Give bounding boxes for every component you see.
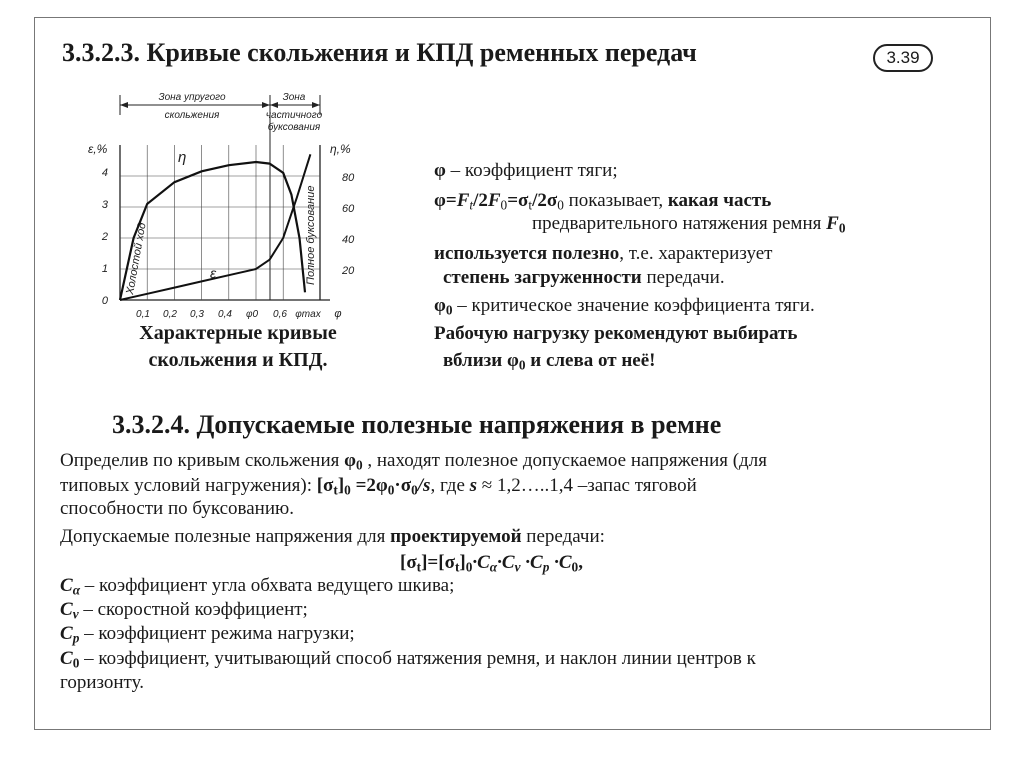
def-line-8: вблизи $\varphi_0$ и слева от неё!	[443, 350, 656, 373]
x-tick-phi0: φ0	[245, 309, 259, 320]
x-tick-phimax: φmax	[295, 309, 321, 320]
coef-c-v: $C_v$ – скоростной коэффициент;	[60, 599, 308, 622]
def-line-2: $\varphi=F_t/2F_0=\sigma_t/2\sigma_0$ показывает, какая часть	[434, 190, 772, 213]
zone-partial-label-3: буксования	[267, 122, 321, 133]
zone-partial-label-2: частичного	[265, 110, 323, 121]
zone-partial-label-1: Зона	[282, 92, 306, 103]
zone-elastic-label-2: скольжения	[164, 110, 220, 121]
def-line-3: предварительного натяжения ремня $F_0$	[532, 213, 846, 236]
x-tick-3: 0,3	[190, 309, 204, 320]
y-right-tick-60: 60	[342, 203, 355, 215]
y-left-tick-4: 4	[101, 167, 108, 179]
y-left-tick-2: 2	[101, 231, 108, 243]
y-right-tick-80: 80	[342, 172, 355, 184]
x-tick-6: 0,6	[273, 309, 287, 320]
figure-caption-1: Характерные кривые	[139, 322, 337, 344]
def-line-6: $\varphi_0$ – критическое значение коэффициента тяги.	[434, 295, 815, 318]
full-slip-label: Полное буксование	[305, 185, 317, 285]
section2-title: 3.3.2.4. Допускаемые полезные напряжения в ремне	[112, 410, 722, 439]
def-line-7: Рабочую нагрузку рекомендуют выбирать	[434, 323, 798, 344]
figure-caption-2: скольжения и КПД.	[148, 349, 328, 371]
eta-curve-label: η	[178, 149, 187, 166]
slide-number-badge: 3.39	[873, 44, 933, 72]
s2-line-4: Допускаемые полезные напряжения для проектируемой передачи:	[60, 526, 605, 547]
eps-curve-label: ε	[210, 265, 217, 281]
zone-elastic-label-1: Зона упругого	[158, 92, 226, 103]
x-axis-label: φ	[334, 308, 342, 320]
y-right-tick-20: 20	[342, 265, 355, 277]
def-line-4: используется полезно, т.е. характеризует	[434, 243, 773, 264]
y-right-tick-40: 40	[342, 234, 355, 246]
y-left-label: ε,%	[88, 142, 108, 156]
coef-c-alpha: $C_\alpha$ – коэффициент угла обхвата ведущего шкива;	[60, 575, 455, 598]
y-left-tick-3: 3	[101, 199, 108, 211]
s2-line-2: типовых условий нагружения): $[\sigma_t]_0 =2\varphi_0\cdot\sigma_0/s$, где s ≈ 1,2…..1,4 –запас тяговой	[60, 475, 697, 498]
s2-line-3: способности по буксованию.	[60, 498, 294, 519]
def-line-5: степень загруженности передачи.	[443, 267, 725, 288]
s2-formula: $[\sigma_t]=[\sigma_t]_0\cdot C_\alpha\cdot C_v \cdot C_p \cdot C_0$,	[400, 552, 583, 575]
def-line-1: φ – коэффициент тяги;	[434, 160, 618, 181]
coef-c-0-cont: горизонту.	[60, 672, 144, 693]
section1-title: 3.3.2.3. Кривые скольжения и КПД ременных передач	[62, 38, 697, 67]
idle-label: Холостой ход	[124, 221, 149, 296]
x-tick-4: 0,4	[218, 309, 232, 320]
slip-efficiency-chart	[80, 85, 390, 325]
y-left-tick-1: 1	[101, 263, 108, 275]
y-right-label: η,%	[330, 142, 351, 156]
x-tick-2: 0,2	[163, 309, 177, 320]
coef-c-p: $C_p$ – коэффициент режима нагрузки;	[60, 623, 355, 646]
x-tick-1: 0,1	[136, 309, 150, 320]
y-left-tick-0: 0	[101, 295, 108, 307]
coef-c-0: $C_0$ – коэффициент, учитывающий способ натяжения ремня, и наклон линии центров к	[60, 648, 756, 671]
s2-line-1: Определив по кривым скольжения $\varphi_0$ , находят полезное допускаемое напряжения (для	[60, 450, 767, 473]
